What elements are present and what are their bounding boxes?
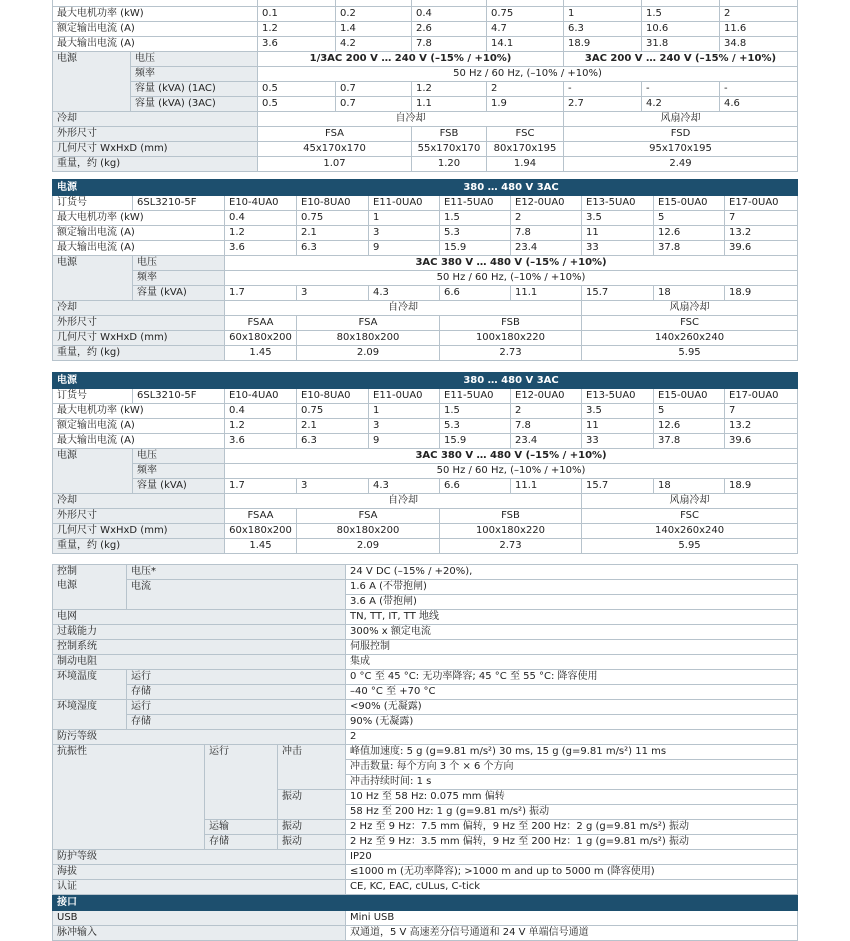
table-row: 外形尺寸 FSA FSB FSC FSD bbox=[53, 127, 798, 142]
table-200v bbox=[52, 0, 797, 172]
table-row: 最大电机功率 (kW) 0.1 0.2 0.4 0.75 1 1.5 2 bbox=[53, 7, 798, 22]
table-row: 控制 电源 电压* 24 V DC (–15% / +20%), bbox=[53, 565, 798, 580]
table-row: 运输 振动 2 Hz 至 9 Hz：7.5 mm 偏转，9 Hz 至 200 Hz：2 g (g=9.81 m/s²) 振动 bbox=[53, 820, 798, 835]
table-row: 容量 (kVA) (3AC) 0.5 0.7 1.1 1.9 2.7 4.2 4.6 bbox=[53, 97, 798, 112]
table-row: 容量 (kVA) 1.7 3 4.3 6.6 11.1 15.7 18 18.9 bbox=[53, 286, 798, 301]
table-row: 认证 CE, KC, EAC, cULus, C-tick bbox=[53, 880, 798, 895]
table-row: 振动 10 Hz 至 58 Hz: 0.075 mm 偏转 bbox=[53, 790, 798, 805]
table-row: 58 Hz 至 200 Hz: 1 g (g=9.81 m/s²) 振动 bbox=[53, 805, 798, 820]
table-row: 几何尺寸 WxHxD (mm) 60x180x200 80x180x200 100x180x220 140x260x240 bbox=[53, 524, 798, 539]
table-row: 电源 电压 3AC 380 V … 480 V (–15% / +10%) bbox=[53, 256, 798, 271]
table-row: 外形尺寸 FSAA FSA FSB FSC bbox=[53, 316, 798, 331]
table-row: 几何尺寸 WxHxD (mm) 45x170x170 55x170x170 80x170x195 95x170x195 bbox=[53, 142, 798, 157]
table-row: 几何尺寸 WxHxD (mm) 60x180x200 80x180x200 100x180x220 140x260x240 bbox=[53, 331, 798, 346]
table-row: 电网 TN, TT, IT, TT 地线 bbox=[53, 610, 798, 625]
table-header: 接口 bbox=[53, 895, 798, 911]
table-row: 额定输出电流 (A) 1.2 1.4 2.6 4.7 6.3 10.6 11.6 bbox=[53, 22, 798, 37]
table-row: 额定输出电流 (A) 1.2 2.1 3 5.3 7.8 11 12.6 13.2 bbox=[53, 226, 798, 241]
table-row: 制动电阻 集成 bbox=[53, 655, 798, 670]
row-label: 额定输出电流 (A) bbox=[53, 22, 258, 37]
general-spec-table bbox=[52, 564, 797, 941]
table-row: 最大电机功率 (kW) 0.4 0.75 1 1.5 2 3.5 5 7 bbox=[53, 404, 798, 419]
table-row: 最大输出电流 (A) 3.6 6.3 9 15.9 23.4 33 37.8 39.6 bbox=[53, 241, 798, 256]
table-row: 存储 90% (无凝露) bbox=[53, 715, 798, 730]
table-header: 电源 380 … 480 V 3AC bbox=[53, 180, 798, 196]
table-row: 频率 50 Hz / 60 Hz, (–10% / +10%) bbox=[53, 464, 798, 479]
table-row: 重量，约 (kg) 1.07 1.20 1.94 2.49 bbox=[53, 157, 798, 172]
table-row: 海拔 ≤1000 m (无功率降容); >1000 m and up to 5000 m (降容使用) bbox=[53, 865, 798, 880]
table-row: 容量 (kVA) 1.7 3 4.3 6.6 11.1 15.7 18 18.9 bbox=[53, 479, 798, 494]
table-row: 容量 (kVA) (1AC) 0.5 0.7 1.2 2 - - - bbox=[53, 82, 798, 97]
table-row: 外形尺寸 FSAA FSA FSB FSC bbox=[53, 509, 798, 524]
table-row: 冲击持续时间: 1 s bbox=[53, 775, 798, 790]
table-row: 电源 电压 1/3AC 200 V … 240 V (–15% / +10%) 3AC 200 V … 240 V (–15% / +10%) bbox=[53, 52, 798, 67]
table-row: 最大电机功率 (kW) 0.4 0.75 1 1.5 2 3.5 5 7 bbox=[53, 211, 798, 226]
table-row: 控制系统 伺服控制 bbox=[53, 640, 798, 655]
table-row: 环境温度 运行 0 °C 至 45 °C: 无功率降容; 45 °C 至 55 °C: 降容使用 bbox=[53, 670, 798, 685]
table-row: 订货号 6SL3210-5F E10-4UA0 E10-8UA0 E11-0UA0 E11-5UA0 E12-0UA0 E13-5UA0 E15-0UA0 E17-0UA0 bbox=[53, 389, 798, 404]
table-row: 存储 –40 °C 至 +70 °C bbox=[53, 685, 798, 700]
table-row: 3.6 A (带抱闸) bbox=[53, 595, 798, 610]
table-row: 防护等级 IP20 bbox=[53, 850, 798, 865]
row-label: 最大输出电流 (A) bbox=[53, 37, 258, 52]
row-label: 最大电机功率 (kW) bbox=[53, 7, 258, 22]
table-row: 过载能力 300% x 额定电流 bbox=[53, 625, 798, 640]
table-row: 电源 电压 3AC 380 V … 480 V (–15% / +10%) bbox=[53, 449, 798, 464]
power-label: 电源 bbox=[53, 52, 131, 112]
table-row: 冷却 自冷却 风扇冷却 bbox=[53, 112, 798, 127]
table-header: 电源 380 … 480 V 3AC bbox=[53, 373, 798, 389]
table-row: 冷却 自冷却 风扇冷却 bbox=[53, 301, 798, 316]
table-row: 频率 50 Hz / 60 Hz, (–10% / +10%) bbox=[53, 67, 798, 82]
table-row: 订货号 6SL3210-5F E10-4UA0 E10-8UA0 E11-0UA0 E11-5UA0 E12-0UA0 E13-5UA0 E15-0UA0 E17-0UA0 bbox=[53, 196, 798, 211]
table-row: 频率 50 Hz / 60 Hz, (–10% / +10%) bbox=[53, 271, 798, 286]
table-row: 最大输出电流 (A) 3.6 4.2 7.8 14.1 18.9 31.8 34.8 bbox=[53, 37, 798, 52]
table-row: 重量，约 (kg) 1.45 2.09 2.73 5.95 bbox=[53, 346, 798, 361]
table-400v-a bbox=[52, 179, 797, 361]
table-row: 抗振性 运行 冲击 峰值加速度: 5 g (g=9.81 m/s²) 30 ms, 15 g (g=9.81 m/s²) 11 ms bbox=[53, 745, 798, 760]
table-400v-b bbox=[52, 372, 797, 554]
table-row: 重量，约 (kg) 1.45 2.09 2.73 5.95 bbox=[53, 539, 798, 554]
table-row: 防污等级 2 bbox=[53, 730, 798, 745]
table-row: 冷却 自冷却 风扇冷却 bbox=[53, 494, 798, 509]
table-row: USB Mini USB bbox=[53, 911, 798, 926]
table-row: 最大输出电流 (A) 3.6 6.3 9 15.9 23.4 33 37.8 39.6 bbox=[53, 434, 798, 449]
table-row: 电流 1.6 A (不带抱闸) bbox=[53, 580, 798, 595]
table-row: 冲击数量: 每个方向 3 个 × 6 个方向 bbox=[53, 760, 798, 775]
table-row: 额定输出电流 (A) 1.2 2.1 3 5.3 7.8 11 12.6 13.2 bbox=[53, 419, 798, 434]
table-row: 环境湿度 运行 <90% (无凝露) bbox=[53, 700, 798, 715]
table-row: 脉冲输入 双通道，5 V 高速差分信号通道和 24 V 单端信号通道 bbox=[53, 926, 798, 941]
table-row: 存储 振动 2 Hz 至 9 Hz：3.5 mm 偏转，9 Hz 至 200 Hz：1 g (g=9.81 m/s²) 振动 bbox=[53, 835, 798, 850]
